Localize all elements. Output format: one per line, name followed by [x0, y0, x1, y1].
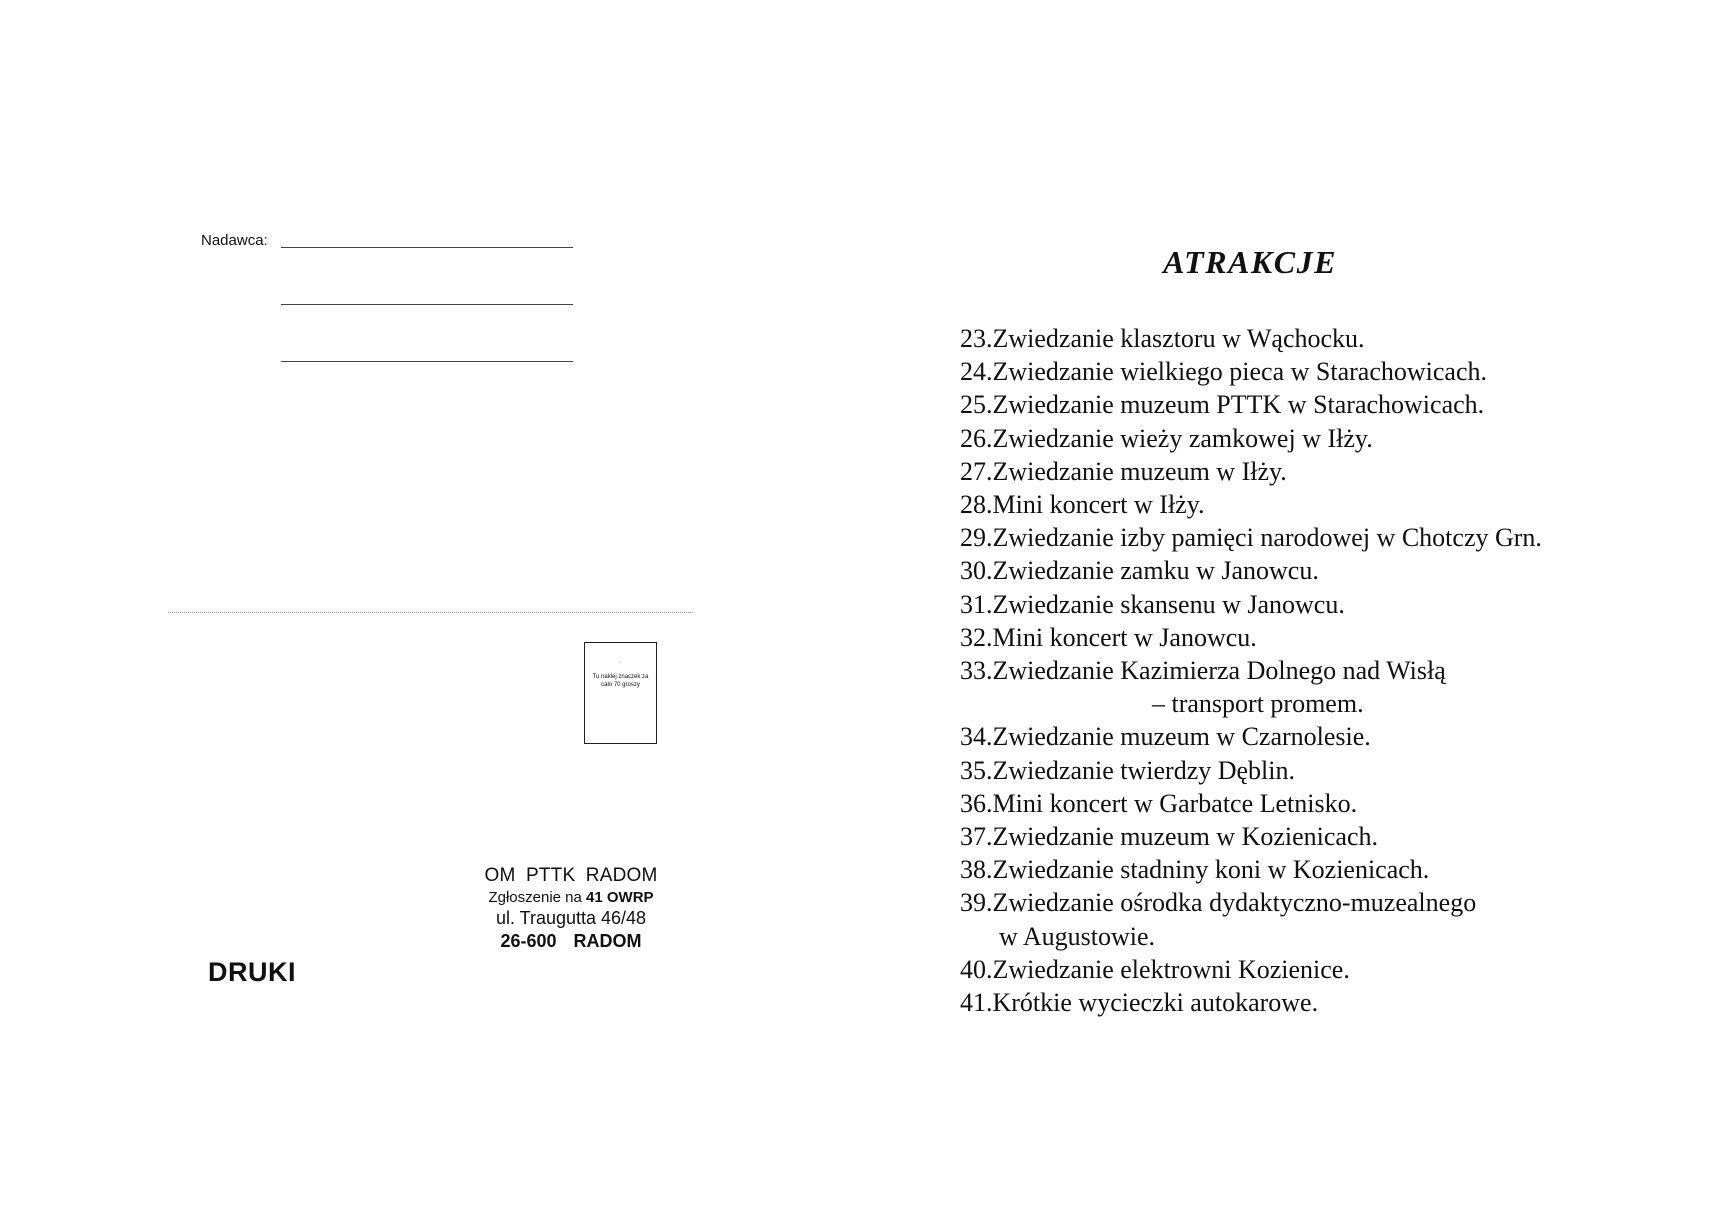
- list-item: 26.Zwiedzanie wieży zamkowej w Iłży.: [960, 423, 1373, 453]
- sender-line: [281, 247, 573, 248]
- list-item: 36.Mini koncert w Garbatce Letnisko.: [960, 788, 1358, 818]
- list-item: 33.Zwiedzanie Kazimierza Dolnego nad Wisłą: [960, 656, 1446, 686]
- stamp-mark: ·: [619, 659, 622, 666]
- stamp-box: [584, 642, 657, 744]
- list-item: 35.Zwiedzanie twierdzy Dęblin.: [960, 755, 1295, 785]
- sender-line: [281, 361, 573, 362]
- attractions-list: [960, 322, 1720, 1019]
- list-item: 40.Zwiedzanie elektrowni Kozienice.: [960, 954, 1350, 984]
- list-item: 41.Krótkie wycieczki autokarowe.: [960, 988, 1319, 1018]
- list-item: 38.Zwiedzanie stadniny koni w Kozienicach.: [960, 855, 1430, 885]
- list-item: 29.Zwiedzanie izby pamięci narodowej w Chotczy Grn.: [960, 523, 1542, 553]
- list-item: 25.Zwiedzanie muzeum PTTK w Starachowicach.: [960, 390, 1485, 420]
- address-city: 26-600 RADOM: [500, 931, 642, 951]
- address-organization: OM PTTK RADOM: [484, 865, 658, 886]
- list-item: 28.Mini koncert w Iłży.: [960, 490, 1205, 520]
- sender-line: [281, 304, 573, 305]
- address-registration-event: 41 OWRP: [586, 889, 654, 906]
- recipient-address: [455, 864, 687, 953]
- list-item: 24.Zwiedzanie wielkiego pieca w Starachowicach.: [960, 357, 1487, 387]
- list-item-continuation: – transport promem.: [1152, 689, 1364, 719]
- list-item: 31.Zwiedzanie skansenu w Janowcu.: [960, 589, 1345, 619]
- list-item: 34.Zwiedzanie muzeum w Czarnolesie.: [960, 722, 1371, 752]
- list-item: 23.Zwiedzanie klasztoru w Wąchocku.: [960, 324, 1365, 353]
- address-registration: [455, 888, 687, 907]
- page-title: ATRAKCJE: [1163, 244, 1337, 280]
- list-item: 30.Zwiedzanie zamku w Janowcu.: [960, 556, 1319, 586]
- stamp-instruction: Tu naklej znaczek za cało 70 groszy: [592, 674, 649, 688]
- address-registration-prefix: Zgłoszenie na: [488, 889, 587, 906]
- address-street: ul. Traugutta 46/48: [495, 908, 647, 928]
- list-item: 39.Zwiedzanie ośrodka dydaktyczno-muzealnego: [960, 888, 1477, 918]
- druki-label: DRUKI: [208, 957, 296, 987]
- list-item: 27.Zwiedzanie muzeum w Iłży.: [960, 456, 1287, 486]
- list-item: 37.Zwiedzanie muzeum w Kozienicach.: [960, 822, 1378, 852]
- list-item: 32.Mini koncert w Janowcu.: [960, 622, 1257, 652]
- fold-line: [168, 612, 693, 613]
- sender-block: [201, 232, 581, 372]
- list-item-continuation: w Augustowie.: [999, 921, 1155, 951]
- sender-label: Nadawca:: [201, 232, 268, 249]
